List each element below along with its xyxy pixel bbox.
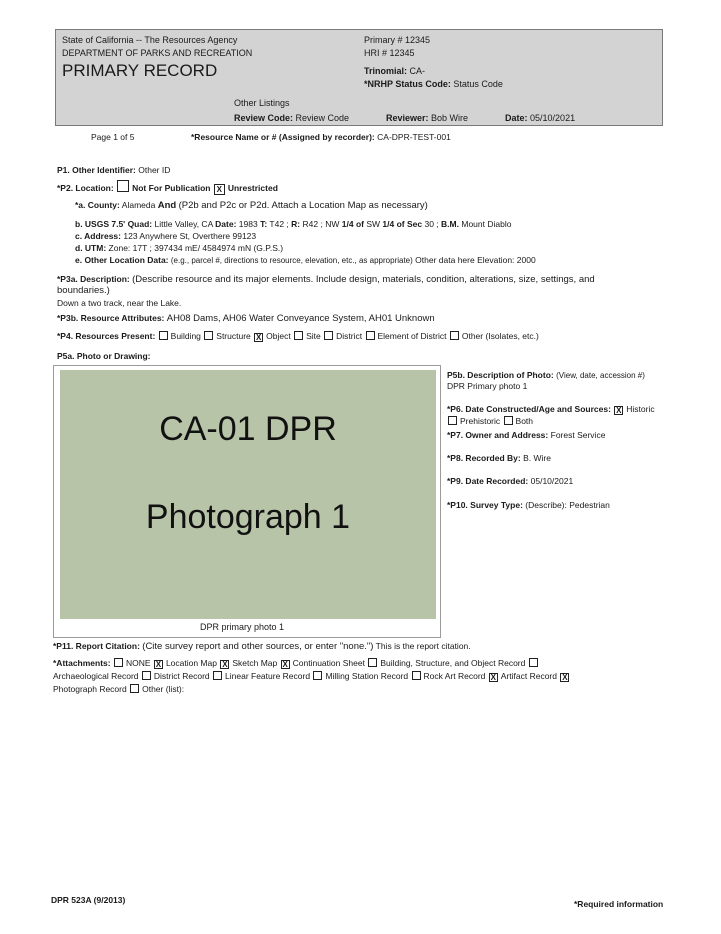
- milling-station-label: Milling Station Record: [325, 671, 409, 681]
- linear-feature-checkbox[interactable]: [213, 671, 222, 680]
- nrhp-status: [364, 79, 503, 89]
- structure-label: Structure: [216, 331, 251, 341]
- p11-report-citation: [53, 641, 471, 652]
- sketch-map-label: Sketch Map: [232, 658, 278, 668]
- resource-name-label: *Resource Name or # (Assigned by recorder):: [191, 132, 375, 142]
- p11-value: This is the report citation.: [375, 641, 471, 651]
- not-for-publication-label: Not For Publication: [132, 183, 211, 193]
- photo-caption: DPR primary photo 1: [200, 622, 285, 632]
- address-label: c. Address:: [75, 231, 121, 241]
- p9-value: 05/10/2021: [530, 476, 574, 486]
- other-list-checkbox[interactable]: [130, 684, 139, 693]
- primary-label: Primary #: [364, 35, 403, 45]
- review-date: [505, 113, 575, 123]
- usgs-quad: Little Valley, CA: [154, 219, 213, 229]
- unrestricted-checkbox[interactable]: X: [214, 184, 225, 195]
- p10-label: *P10. Survey Type:: [447, 500, 523, 510]
- p6-options-row: [447, 416, 533, 426]
- other-list-label: Other (list):: [142, 684, 185, 694]
- other-isolates-checkbox[interactable]: [450, 331, 459, 340]
- range-label: R:: [291, 219, 301, 229]
- p2d-utm: [75, 243, 283, 253]
- p3a-description: [57, 274, 595, 285]
- photograph-record-checkbox[interactable]: X: [562, 673, 568, 682]
- continuation-sheet-checkbox[interactable]: X: [282, 660, 288, 669]
- p5b-description: [447, 370, 645, 380]
- other-location-label: e. Other Location Data:: [75, 255, 169, 265]
- p2-label: *P2. Location:: [57, 183, 114, 193]
- p5b-value: DPR Primary photo 1: [447, 381, 528, 391]
- review-value: Review Code: [295, 113, 350, 123]
- utm-value: Zone: 17T ; 397434 mE/ 4584974 mN (G.P.S.): [108, 243, 284, 253]
- both-label: Both: [515, 416, 534, 426]
- photo-image: [60, 370, 436, 619]
- p9-date-recorded: [447, 476, 573, 486]
- p7-owner: [447, 430, 605, 440]
- site-label: Site: [306, 331, 321, 341]
- resource-name: [191, 132, 451, 142]
- district-record-label: District Record: [153, 671, 210, 681]
- historic-checkbox[interactable]: X: [616, 406, 622, 415]
- township-label: T:: [260, 219, 268, 229]
- reviewer-label: Reviewer:: [386, 113, 429, 123]
- district-label: District: [336, 331, 363, 341]
- trinomial-value: CA-: [409, 66, 426, 76]
- artifact-record-label: Artifact Record: [500, 671, 557, 681]
- p1-value: Other ID: [138, 165, 171, 175]
- building-record-checkbox[interactable]: [368, 658, 377, 667]
- form-id: DPR 523A (9/2013): [51, 895, 126, 905]
- location-map-checkbox[interactable]: X: [155, 660, 162, 669]
- hri-number: [364, 48, 415, 58]
- nrhp-label: *NRHP Status Code:: [364, 79, 451, 89]
- prehistoric-label: Prehistoric: [460, 416, 501, 426]
- both-checkbox[interactable]: [504, 416, 513, 425]
- attachments-label: *Attachments:: [53, 658, 111, 668]
- date-label: Date:: [505, 113, 528, 123]
- not-for-publication-checkbox[interactable]: [117, 180, 129, 192]
- county-note: (P2b and P2c or P2d. Attach a Location Map as necessary): [178, 200, 428, 211]
- p1-label: P1. Other Identifier:: [57, 165, 136, 175]
- nrhp-value: Status Code: [453, 79, 503, 89]
- quarter-2: SW: [366, 219, 381, 229]
- rock-art-label: Rock Art Record: [423, 671, 486, 681]
- p10-survey-type: [447, 500, 610, 510]
- p8-label: *P8. Recorded By:: [447, 453, 521, 463]
- reviewer: [386, 113, 468, 123]
- building-checkbox[interactable]: [159, 331, 168, 340]
- other-listings: Other Listings: [234, 98, 290, 108]
- p10-note: (Describe):: [525, 500, 567, 510]
- p7-label: *P7. Owner and Address:: [447, 430, 549, 440]
- quarter-2-suffix: 1/4 of Sec: [382, 219, 423, 229]
- archaeological-record-label: Archaeological Record: [53, 671, 139, 681]
- county-value: Alameda: [121, 200, 156, 210]
- p11-label: *P11. Report Citation:: [53, 641, 140, 651]
- reviewer-value: Bob Wire: [431, 113, 469, 123]
- p5b-label: P5b. Description of Photo:: [447, 370, 554, 380]
- none-label: NONE: [126, 658, 151, 668]
- p10-value: Pedestrian: [569, 500, 610, 510]
- other-isolates-label: Other (Isolates, etc.): [461, 331, 539, 341]
- p5a-label: P5a. Photo or Drawing:: [57, 351, 151, 361]
- p2e-other-location: [75, 255, 536, 265]
- artifact-record-checkbox[interactable]: X: [490, 673, 496, 682]
- usgs-date-label: Date:: [215, 219, 237, 229]
- photograph-record-label: Photograph Record: [53, 684, 127, 694]
- attachments-row-3: [53, 684, 184, 694]
- p1-other-identifier: [57, 165, 170, 175]
- review-label: Review Code:: [234, 113, 294, 123]
- continuation-sheet-label: Continuation Sheet: [292, 658, 365, 668]
- p3b-label: *P3b. Resource Attributes:: [57, 313, 165, 323]
- unrestricted-label: Unrestricted: [227, 183, 278, 193]
- p3a-note-line2: boundaries.): [57, 285, 110, 296]
- none-checkbox[interactable]: [114, 658, 123, 667]
- trinomial-label: Trinomial:: [364, 66, 408, 76]
- attachments-row-1: [53, 658, 541, 669]
- p3a-note-line1: (Describe resource and its major elements. Include design, materials, condition, alterations, size, settings, and: [132, 274, 595, 285]
- site-checkbox[interactable]: [294, 331, 303, 340]
- historic-label: Historic: [626, 404, 655, 414]
- p2c-address: [75, 231, 256, 241]
- primary-number: [364, 35, 430, 45]
- p8-value: B. Wire: [523, 453, 551, 463]
- p2-location: [57, 180, 278, 195]
- p6-label: *P6. Date Constructed/Age and Sources:: [447, 404, 611, 414]
- primary-value: 12345: [405, 35, 431, 45]
- p6-date-constructed: [447, 404, 655, 415]
- quarter-1-suffix: 1/4 of: [341, 219, 364, 229]
- form-title: PRIMARY RECORD: [62, 61, 218, 80]
- p4-label: *P4. Resources Present:: [57, 331, 156, 341]
- county-label: *a. County:: [75, 200, 120, 210]
- elevation-value: Elevation: 2000: [477, 255, 536, 265]
- element-of-district-checkbox[interactable]: [366, 331, 375, 340]
- p3b-attributes: [57, 313, 435, 324]
- district-record-checkbox[interactable]: [142, 671, 151, 680]
- resource-name-value: CA-DPR-TEST-001: [377, 132, 451, 142]
- date-value: 05/10/2021: [530, 113, 576, 123]
- milling-station-checkbox[interactable]: [313, 671, 322, 680]
- bm-value: Mount Diablo: [461, 219, 512, 229]
- object-label: Object: [266, 331, 291, 341]
- range-value: R42 ;: [302, 219, 323, 229]
- department-name: DEPARTMENT OF PARKS AND RECREATION: [62, 48, 253, 58]
- bm-label: B.M.: [441, 219, 459, 229]
- p2a-county: [75, 200, 428, 211]
- township-value: T42 ;: [269, 219, 289, 229]
- p3b-value: AH08 Dams, AH06 Water Conveyance System, AH01 Unknown: [166, 313, 435, 324]
- location-map-label: Location Map: [165, 658, 217, 668]
- section-value: 30 ;: [424, 219, 439, 229]
- p3a-value: Down a two track, near the Lake.: [57, 298, 182, 308]
- hri-label: HRI #: [364, 48, 388, 58]
- archaeological-record-checkbox[interactable]: [529, 658, 538, 667]
- p3a-label: *P3a. Description:: [57, 274, 130, 284]
- required-note: *Required information: [574, 899, 664, 909]
- p8-recorded-by: [447, 453, 551, 463]
- linear-feature-label: Linear Feature Record: [225, 671, 311, 681]
- p2b-usgs: [75, 219, 511, 229]
- p9-label: *P9. Date Recorded:: [447, 476, 529, 486]
- other-location-value: Other data here: [415, 255, 475, 265]
- county-and: And: [157, 200, 177, 211]
- district-checkbox[interactable]: [324, 331, 333, 340]
- other-location-note: (e.g., parcel #, directions to resource, elevation, etc., as appropriate): [170, 256, 413, 265]
- trinomial: [364, 66, 425, 76]
- object-checkbox[interactable]: X: [255, 333, 262, 342]
- element-of-district-label: Element of District: [377, 331, 447, 341]
- prehistoric-checkbox[interactable]: [448, 416, 457, 425]
- photo-text-line1: CA-01 DPR: [159, 410, 337, 448]
- sketch-map-checkbox[interactable]: X: [222, 660, 228, 669]
- rock-art-checkbox[interactable]: [412, 671, 421, 680]
- p11-note: (Cite survey report and other sources, or enter "none."): [142, 641, 374, 652]
- address-value: 123 Anywhere St, Overthere 99123: [123, 231, 257, 241]
- photo-text-line2: Photograph 1: [145, 498, 351, 536]
- p7-value: Forest Service: [550, 430, 606, 440]
- usgs-label: b. USGS 7.5' Quad:: [75, 219, 153, 229]
- usgs-date: 1983: [238, 219, 258, 229]
- page-number: Page 1 of 5: [91, 132, 135, 142]
- hri-value: 12345: [389, 48, 415, 58]
- agency-name: State of California -- The Resources Agency: [62, 35, 238, 45]
- building-record-label: Building, Structure, and Object Record: [380, 658, 526, 668]
- quarter-1: NW: [325, 219, 340, 229]
- structure-checkbox[interactable]: [204, 331, 213, 340]
- building-label: Building: [170, 331, 201, 341]
- attachments-row-2: [53, 671, 572, 682]
- utm-label: d. UTM:: [75, 243, 107, 253]
- p5b-note: (View, date, accession #): [556, 371, 645, 380]
- p4-resources-present: [57, 331, 539, 342]
- review-code: [234, 113, 349, 123]
